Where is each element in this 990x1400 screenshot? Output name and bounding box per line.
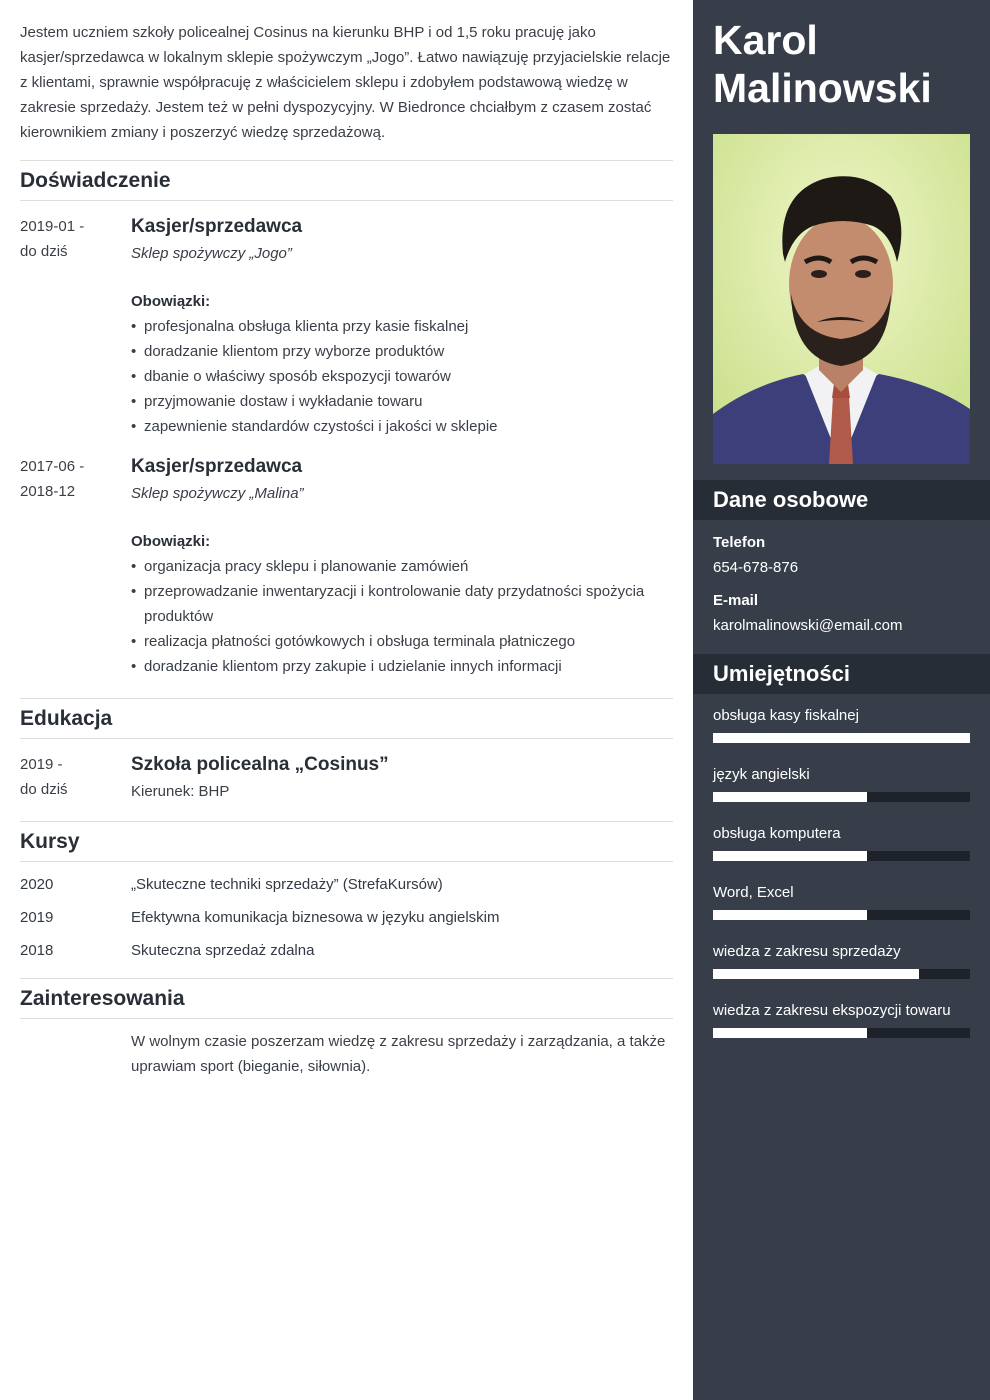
skill-item (713, 883, 970, 923)
skill-level-bar (713, 792, 970, 802)
skill-level-fill (713, 910, 867, 920)
job-title: Kasjer/sprzedawca (131, 216, 303, 237)
course-name: Skuteczna sprzedaż zdalna (131, 942, 315, 959)
duty-item: • organizacja pracy sklepu i planowanie zamówień (131, 554, 673, 579)
first-name: Karol (713, 17, 818, 63)
duty-item: • doradzanie klientom przy wyborze produktów (131, 339, 673, 364)
job-title: Kasjer/sprzedawca (131, 456, 303, 477)
duty-item: • profesjonalna obsługa klienta przy kasie fiskalnej (131, 314, 673, 339)
duties-label: Obowiązki: (131, 533, 211, 550)
course-year: 2019 (20, 909, 54, 926)
section-title-courses: Kursy (20, 821, 673, 862)
duty-item: • realizacja płatności gotówkowych i obsługa terminala płatniczego (131, 629, 673, 654)
skill-level-fill (713, 969, 919, 979)
skill-name: obsługa kasy fiskalnej (713, 707, 859, 724)
skill-name: wiedza z zakresu sprzedaży (713, 943, 901, 960)
course-year: 2020 (20, 876, 54, 893)
employer: Sklep spożywczy „Jogo” (131, 245, 292, 262)
last-name: Malinowski (713, 65, 932, 111)
date-from: 2019 - (20, 756, 63, 773)
employer: Sklep spożywczy „Malina” (131, 485, 304, 502)
skill-level-fill (713, 792, 867, 802)
skill-item (713, 942, 970, 982)
duty-item: • zapewnienie standardów czystości i jakości w sklepie (131, 414, 673, 439)
skill-name: Word, Excel (713, 884, 794, 901)
skill-level-bar (713, 733, 970, 743)
skill-name: obsługa komputera (713, 825, 841, 842)
skill-level-fill (713, 1028, 867, 1038)
section-title-experience: Doświadczenie (20, 160, 673, 201)
section-title-education: Edukacja (20, 698, 673, 739)
skill-level-bar (713, 969, 970, 979)
skill-name: wiedza z zakresu ekspozycji towaru (713, 1002, 951, 1019)
date-from: 2017-06 - (20, 458, 85, 475)
experience-date (20, 454, 120, 504)
phone-value: 654-678-876 (713, 559, 799, 576)
course-row (20, 905, 673, 930)
skill-name: język angielski (713, 766, 810, 783)
date-to: do dziś (20, 243, 68, 260)
field-of-study: Kierunek: BHP (131, 783, 230, 800)
duties-label: Obowiązki: (131, 293, 211, 310)
date-to: 2018-12 (20, 483, 76, 500)
duties-list (131, 314, 673, 439)
phone-label: Telefon (713, 534, 766, 551)
experience-date (20, 214, 120, 264)
duties-list (131, 554, 673, 679)
date-from: 2019-01 - (20, 218, 85, 235)
section-title-interests: Zainteresowania (20, 978, 673, 1019)
skill-item (713, 1001, 970, 1041)
course-year: 2018 (20, 942, 54, 959)
duty-item: • przyjmowanie dostaw i wykładanie towaru (131, 389, 673, 414)
full-name (713, 16, 973, 112)
summary-text: Jestem uczniem szkoły policealnej Cosinus na kierunku BHP i od 1,5 roku pracuję jako kasjer/sprzedawca w lokalnym sklepie spożywczym „Jogo”. Łatwo nawiązuję przyjacielskie relacje z klientami, sprawnie współpracuję z właścicielem sklepu i zdobyłem podstawową wiedzę w zakresie sprzedaży. Jestem też w pełni dyspozycyjny. W Biedronce chciałbym z czasem zostać kierownikiem zmiany i poszerzyć wiedzę sprzedażową. (20, 24, 671, 141)
duty-item: • doradzanie klientom przy zakupie i udzielanie innych informacji (131, 654, 673, 679)
duty-item: • dbanie o właściwy sposób ekspozycji towarów (131, 364, 673, 389)
sidebar (693, 0, 990, 1400)
main-column (20, 0, 673, 1400)
interests-text: W wolnym czasie poszerzam wiedzę z zakresu sprzedaży i zarządzania, a także uprawiam sport (bieganie, siłownia). (131, 1033, 666, 1075)
skill-item (713, 765, 970, 805)
email-label: E-mail (713, 592, 759, 609)
personal-info-header: Dane osobowe (693, 480, 990, 520)
skill-level-fill (713, 851, 867, 861)
education-date (20, 752, 120, 802)
skills-header: Umiejętności (693, 654, 990, 694)
school-name: Szkoła policealna „Cosinus” (131, 754, 389, 775)
profile-photo (713, 134, 970, 464)
course-name: „Skuteczne techniki sprzedaży” (StrefaKursów) (131, 876, 443, 893)
skill-item (713, 706, 970, 746)
date-to: do dziś (20, 781, 68, 798)
skill-item (713, 824, 970, 864)
skill-level-fill (713, 733, 970, 743)
skill-level-bar (713, 910, 970, 920)
course-name: Efektywna komunikacja biznesowa w języku angielskim (131, 909, 500, 926)
profile-photo-illustration (713, 134, 970, 464)
skill-level-bar (713, 851, 970, 861)
course-row (20, 872, 673, 897)
skill-level-bar (713, 1028, 970, 1038)
course-row (20, 938, 673, 963)
email-value: karolmalinowski@email.com (713, 617, 903, 634)
duty-item: • przeprowadzanie inwentaryzacji i kontrolowanie daty przydatności spożycia produktów (131, 579, 673, 629)
